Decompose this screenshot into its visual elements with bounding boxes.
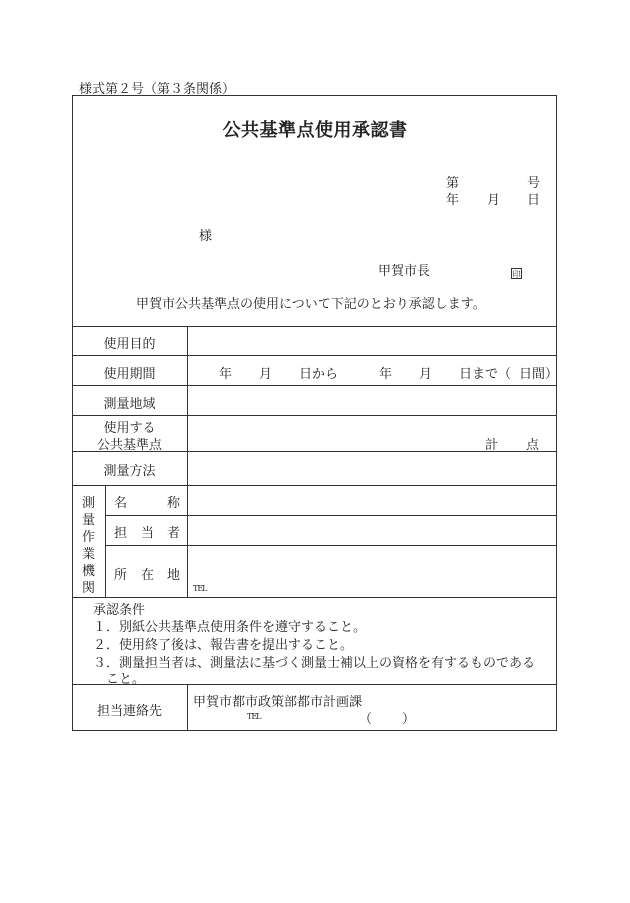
points-unit: 点: [526, 438, 540, 453]
approval-statement: 甲賀市公共基準点の使用について下記のとおり承認します。: [136, 297, 486, 312]
date-day: 日: [527, 193, 541, 208]
number-prefix: 第: [446, 176, 460, 191]
row-divider: [105, 545, 557, 546]
agency-person-char: 当: [141, 526, 155, 541]
period-year-1: 年: [219, 367, 233, 382]
method-label: 測量方法: [103, 464, 156, 479]
agency-name-char: 称: [167, 496, 181, 511]
agency-label-char: 関: [82, 581, 96, 596]
period-day-1: 日から: [299, 367, 339, 382]
agency-label-char: 作: [82, 530, 96, 545]
area-label: 測量地域: [103, 397, 156, 412]
contact-department: 甲賀市都市政策部都市計画課: [193, 695, 363, 710]
row-divider: [72, 485, 557, 486]
seal-mark: 印: [512, 270, 521, 279]
row-divider: [72, 385, 557, 386]
row-divider: [72, 355, 557, 356]
condition-item: ３．測量担当者は、測量法に基づく測量士補以上の資格を有するものである: [93, 656, 536, 671]
contact-label: 担当連絡先: [96, 704, 162, 719]
date-year: 年: [446, 193, 460, 208]
form-number-label: 様式第２号（第３条関係）: [79, 82, 236, 97]
agency-person-char: 者: [167, 526, 181, 541]
addressee-suffix: 様: [199, 229, 213, 244]
document-title: 公共基準点使用承認書: [222, 120, 408, 141]
issuer-name: 甲賀市長: [378, 264, 431, 279]
points-label-line2: 公共基準点: [96, 438, 162, 453]
column-divider: [187, 326, 188, 597]
agency-label-char: 業: [82, 547, 96, 562]
period-year-2: 年: [379, 367, 393, 382]
points-label-line1: 使用する: [103, 421, 156, 436]
row-divider: [72, 415, 557, 416]
agency-address-char: 在: [141, 568, 155, 583]
row-divider: [72, 326, 557, 327]
period-day-2: 日まで（: [459, 367, 512, 382]
agency-label-char: 量: [82, 513, 96, 528]
condition-item-continued: こと。: [106, 672, 146, 687]
agency-address-char: 地: [167, 568, 181, 583]
agency-person-char: 担: [114, 526, 128, 541]
condition-item: ２．使用終了後は、報告書を提出すること。: [93, 638, 354, 653]
points-total: 計: [485, 438, 499, 453]
agency-tel-label: TEL: [193, 584, 207, 593]
agency-label-char: 機: [82, 564, 96, 579]
contact-paren-close: ）: [402, 712, 416, 727]
row-divider: [72, 597, 557, 598]
date-month: 月: [487, 193, 501, 208]
conditions-title: 承認条件: [93, 603, 146, 618]
period-month-1: 月: [259, 367, 273, 382]
purpose-label: 使用目的: [103, 337, 156, 352]
condition-item: １．別紙公共基準点使用条件を遵守すること。: [93, 620, 367, 635]
agency-name-char: 名: [114, 496, 128, 511]
number-suffix: 号: [527, 176, 541, 191]
column-divider: [105, 485, 106, 597]
contact-tel-label: TEL: [247, 712, 261, 721]
period-month-2: 月: [419, 367, 433, 382]
contact-paren-open: （: [359, 712, 373, 727]
agency-label-char: 測: [82, 496, 96, 511]
row-divider: [105, 515, 557, 516]
period-label: 使用期間: [103, 367, 156, 382]
period-days: 日間）: [519, 367, 559, 382]
agency-address-char: 所: [114, 568, 128, 583]
column-divider: [187, 684, 188, 731]
